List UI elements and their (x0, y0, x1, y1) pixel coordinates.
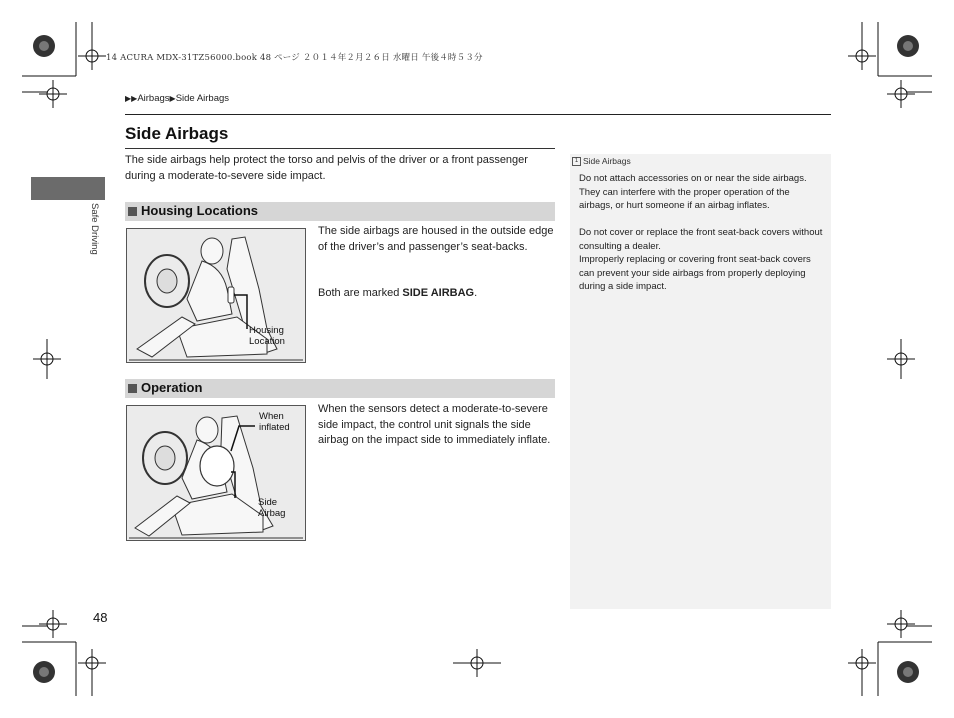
operation-paragraph: When the sensors detect a moderate-to-severe side impact, the control unit signals the side airbag on the impact side to immediately inflate. (318, 403, 551, 446)
bullet-square-icon (128, 384, 137, 393)
page-title: Side Airbags (125, 124, 229, 143)
header-rule (125, 114, 831, 115)
section-side-label: Safe Driving (89, 203, 100, 255)
note-seat-covers: Do not cover or replace the front seat-back covers without consulting a dealer. (579, 227, 823, 252)
section-tab (31, 177, 105, 200)
operation-figure (126, 405, 306, 541)
breadcrumb-arrow-icon: ▶ (169, 94, 176, 103)
notes-panel (570, 154, 831, 609)
bullet-square-icon (128, 207, 137, 216)
page-number: 48 (93, 610, 108, 625)
when-inflated-label: When inflated (259, 411, 290, 433)
breadcrumb-item-airbags[interactable]: Airbags (137, 93, 170, 104)
housing-location-label: Housing Location (249, 325, 285, 347)
housing-paragraph: The side airbags are housed in the outside edge of the driver’s and passenger’s seat-backs. (318, 225, 554, 253)
breadcrumb (125, 93, 229, 104)
side-airbag-label: Side Airbag (258, 497, 286, 519)
notes-heading: 1 Side Airbags (572, 156, 631, 166)
operation-section-heading: Operation (125, 379, 555, 398)
note-improper-covers: Improperly replacing or covering front seat-back covers can prevent your side airbags from properly deploying during a side impact. (579, 254, 811, 292)
housing-location-figure (126, 228, 306, 363)
note-accessories: Do not attach accessories on or near the side airbags. They can interfere with the proper operation of the airbags, or hurt someone if an airbag inflates. (579, 173, 807, 211)
housing-marking-text: Both are marked SIDE AIRBAG. (318, 287, 478, 299)
intro-paragraph: The side airbags help protect the torso and pelvis of the driver or a front passenger during a moderate-to-severe side impact. (125, 154, 528, 182)
note-link-icon: 1 (572, 157, 581, 166)
side-airbag-mark: SIDE AIRBAG (402, 287, 475, 299)
housing-section-heading: Housing Locations (125, 202, 555, 221)
print-header: 14 ACURA MDX-31TZ56000.book 48 ページ ２０１４年２月２６日 水曜日 午後４時５３分 (106, 53, 483, 63)
breadcrumb-arrow-icon: ▶▶ (125, 94, 138, 103)
title-rule (125, 148, 555, 149)
breadcrumb-item-side-airbags[interactable]: Side Airbags (175, 93, 230, 104)
